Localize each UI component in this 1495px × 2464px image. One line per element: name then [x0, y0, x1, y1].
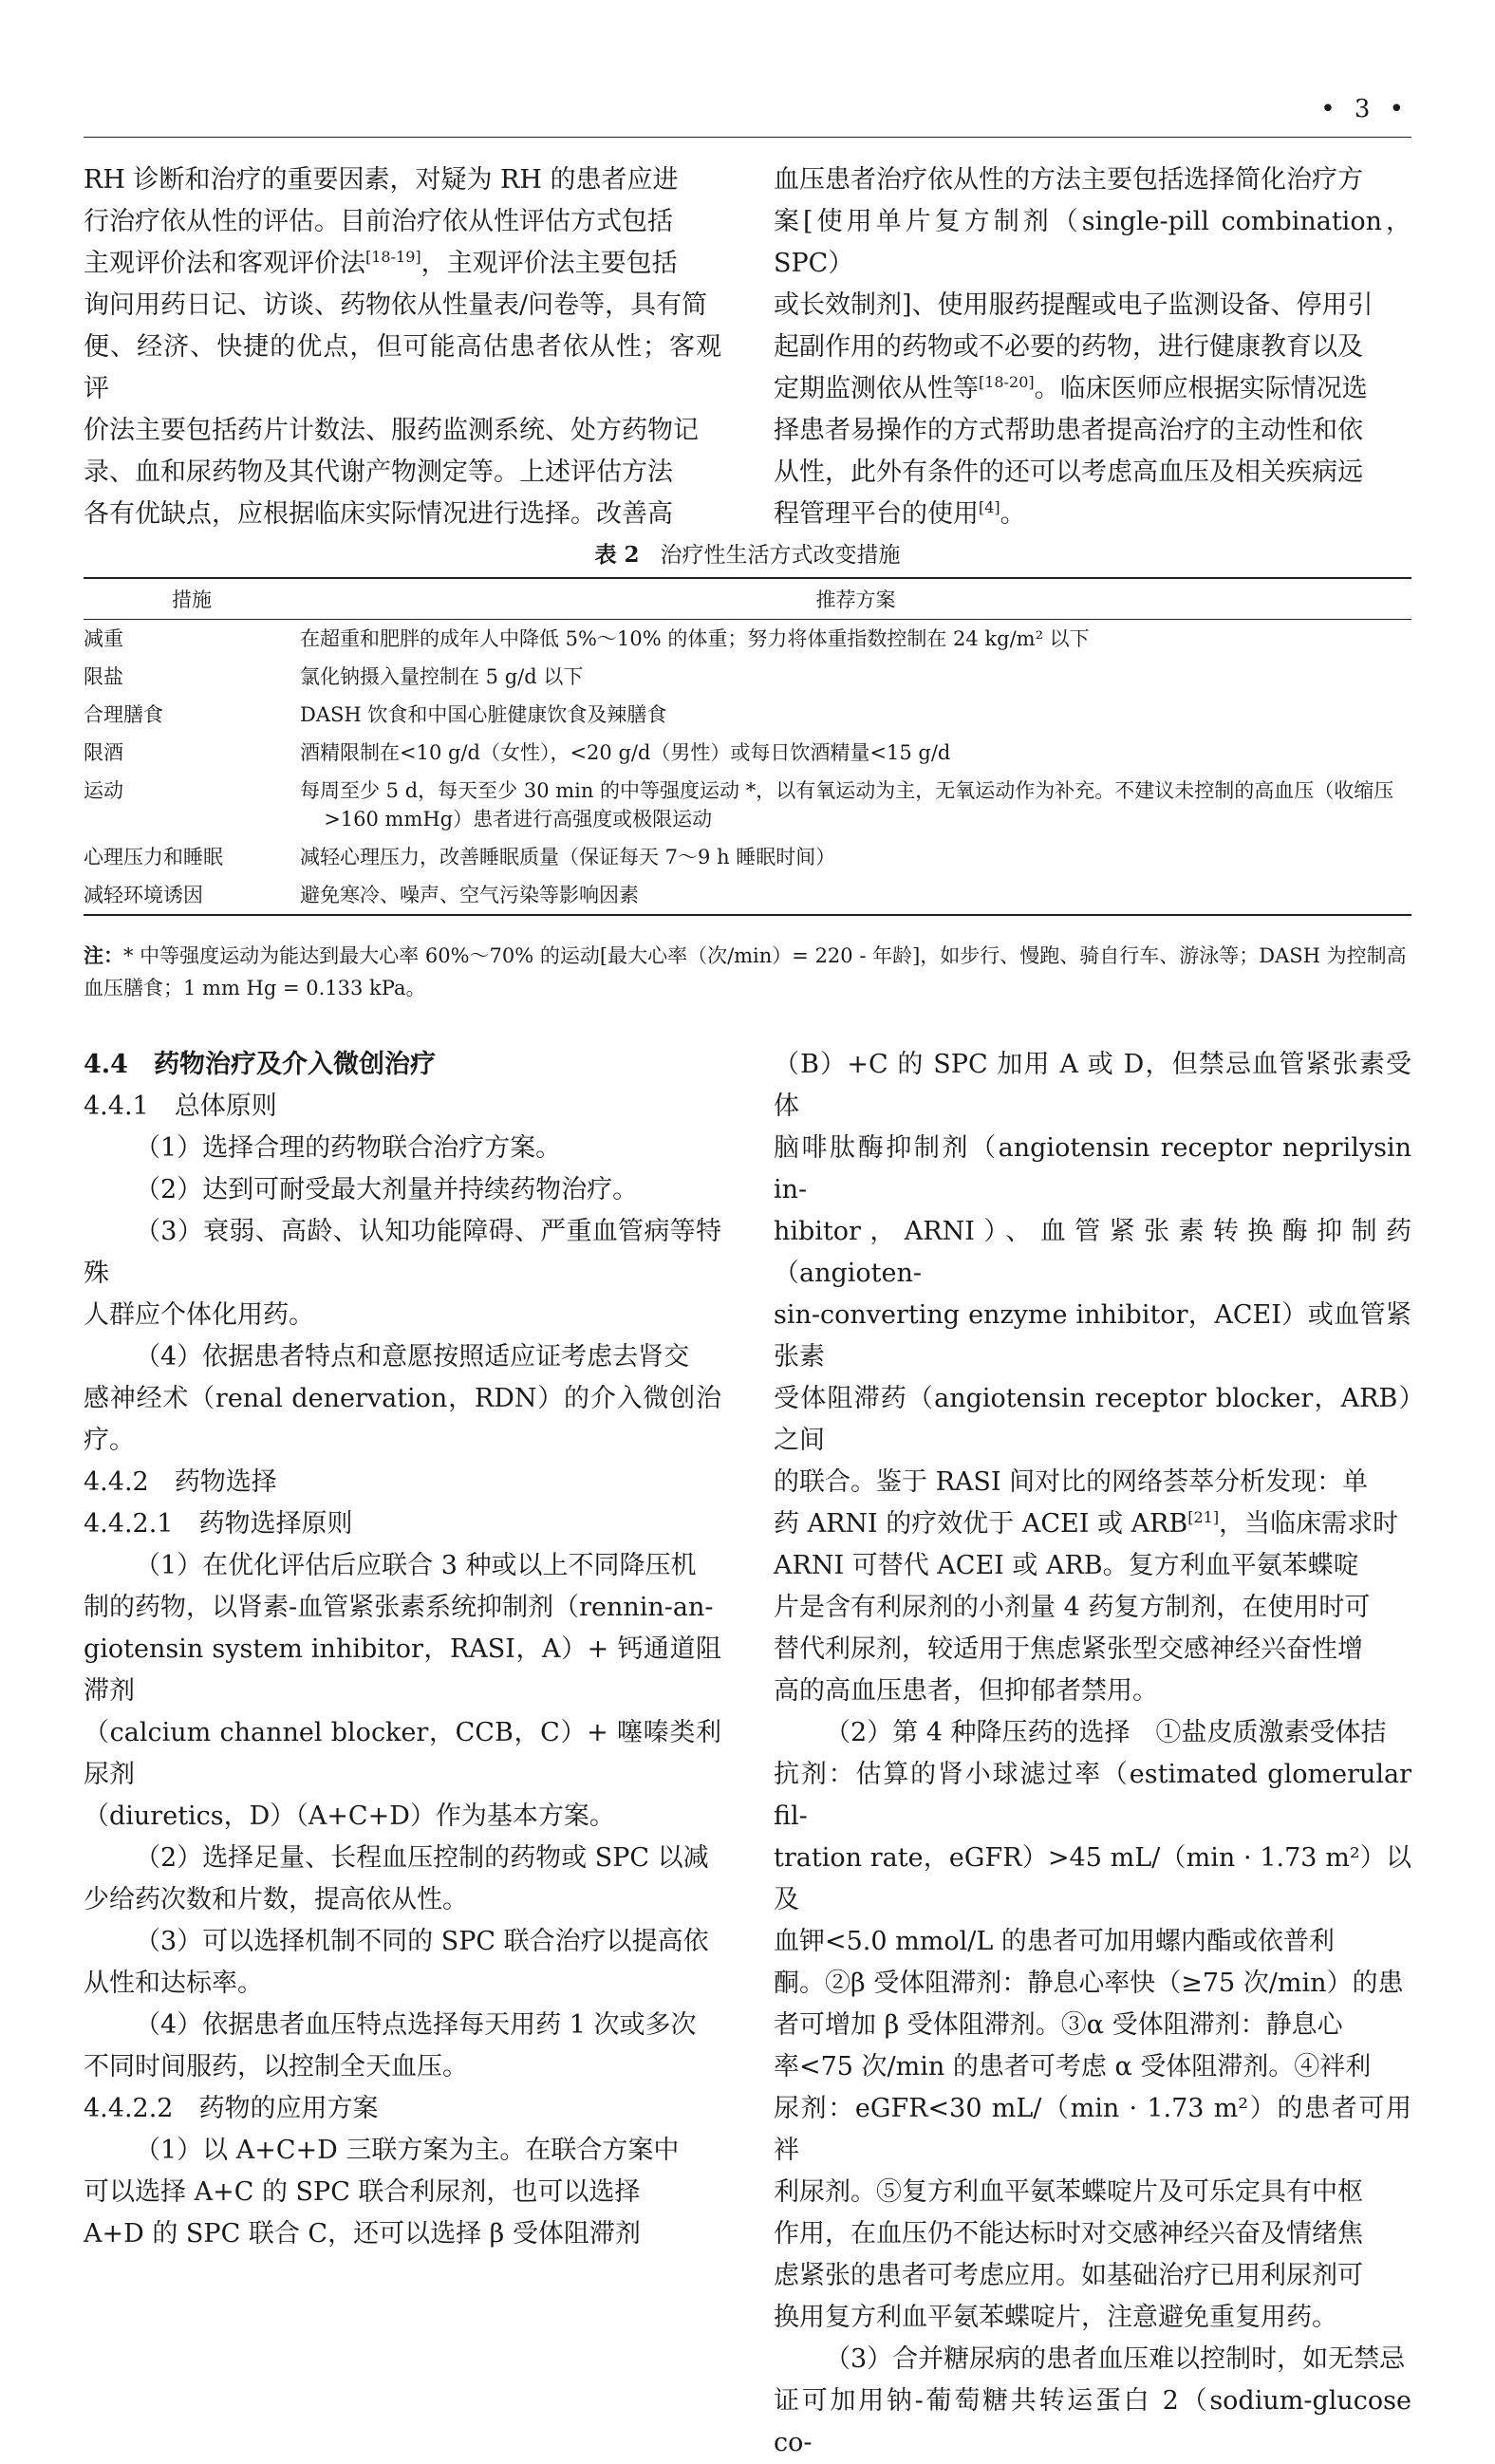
- text-line: 感神经术（renal denervation，RDN）的介入微创治疗。: [84, 1384, 721, 1455]
- table-cell: 限酒: [84, 741, 123, 764]
- text-line: （2）选择足量、长程血压控制的药物或 SPC 以减: [135, 1843, 709, 1873]
- text-line: sin-converting enzyme inhibitor，ACEI）或血管紧张素: [774, 1300, 1411, 1372]
- text-line: hibitor，ARNI）、血管紧张素转换酶抑制药（angioten-: [774, 1217, 1411, 1288]
- text-line: （2）达到可耐受最大剂量并持续药物治疗。: [135, 1175, 639, 1204]
- text-line: 替代利尿剂，较适用于焦虑紧张型交感神经兴奋性增: [774, 1634, 1363, 1664]
- text-line: giotensin system inhibitor，RASI，A）+ 钙通道阻滞剂: [84, 1634, 721, 1706]
- text-line: 虑紧张的患者可考虑应用。如基础治疗已用利尿剂可: [774, 2261, 1363, 2290]
- text-line: 从性和达标率。: [84, 1969, 263, 1998]
- text-line: 择患者易操作的方式帮助患者提高治疗的主动性和依: [774, 416, 1363, 445]
- text-line: A+D 的 SPC 联合 C，还可以选择 β 受体阻滞剂: [84, 2219, 641, 2249]
- table-row: [84, 658, 1411, 696]
- table-cell: 减轻心理压力，改善睡眠质量（保证每天 7～9 h 睡眠时间）: [300, 846, 836, 868]
- table-row: [84, 876, 1411, 915]
- text-line: （3）合并糖尿病的患者血压难以控制时，如无禁忌: [825, 2344, 1406, 2374]
- citation: [18-19]: [365, 248, 421, 266]
- bottom-left-column: [84, 1044, 721, 2255]
- text-line: （4）依据患者血压特点选择每天用药 1 次或多次: [135, 2010, 697, 2040]
- text-line: 片是含有利尿剂的小剂量 4 药复方制剂，在使用时可: [774, 1593, 1371, 1622]
- table-row: [84, 620, 1411, 659]
- text-line: 者可增加 β 受体阻滞剂。③α 受体阻滞剂：静息心: [774, 2010, 1343, 2040]
- top-right-column: [774, 159, 1411, 535]
- text-line: 程管理平台的使用[4]。: [774, 498, 1026, 529]
- text-line: （4）依据患者特点和意愿按照适应证考虑去肾交: [135, 1342, 690, 1372]
- text-line: 少给药次数和片数，提高依从性。: [84, 1885, 468, 1914]
- cell-line: >160 mmHg）患者进行高强度或极限运动: [324, 808, 713, 831]
- text-line: 酮。②β 受体阻滞剂：静息心率快（≥75 次/min）的患: [774, 1969, 1404, 1998]
- section-heading: 4.4.1 总体原则: [84, 1092, 277, 1121]
- text-line: 证可加用钠-葡萄糖共转运蛋白 2（sodium-glucose co-: [774, 2386, 1411, 2457]
- table-caption: [84, 537, 1411, 569]
- text-line: （1）选择合理的药物联合治疗方案。: [135, 1133, 562, 1163]
- text-line: 血钾<5.0 mmol/L 的患者可加用螺内酯或依普利: [774, 1927, 1335, 1956]
- table-cell: 减重: [84, 627, 123, 650]
- text-line: 率<75 次/min 的患者可考虑 α 受体阻滞剂。④袢利: [774, 2052, 1372, 2081]
- text-line: 抗剂：估算的肾小球滤过率（estimated glomerular fil-: [774, 1760, 1411, 1831]
- text-line: 作用，在血压仍不能达标时对交感神经兴奋及情绪焦: [774, 2219, 1363, 2249]
- text-line: 制的药物，以肾素-血管紧张素系统抑制剂（rennin-an-: [84, 1593, 714, 1622]
- page-number: • 3 •: [1320, 95, 1410, 123]
- text-line: 录、血和尿药物及其代谢产物测定等。上述评估方法: [84, 457, 673, 487]
- table-title: 治疗性生活方式改变措施: [660, 543, 901, 568]
- table-row: [84, 838, 1411, 876]
- citation: [4]: [979, 498, 1000, 516]
- text-line: 尿剂：eGFR<30 mL/（min · 1.73 m²）的患者可用袢: [774, 2094, 1411, 2165]
- table-cell: DASH 饮食和中国心脏健康饮食及辣膳食: [300, 703, 667, 726]
- header-rule: [84, 137, 1411, 138]
- section-heading: 4.4.2 药物选择: [84, 1467, 277, 1497]
- note-text: 血压膳食；1 mm Hg = 0.133 kPa。: [84, 977, 426, 999]
- text-line: （1）以 A+C+D 三联方案为主。在联合方案中: [135, 2136, 680, 2165]
- section-heading: 4.4.2.1 药物选择原则: [84, 1509, 353, 1539]
- text-line: RH 诊断和治疗的重要因素，对疑为 RH 的患者应进: [84, 165, 679, 195]
- text-line: 可以选择 A+C 的 SPC 联合利尿剂，也可以选择: [84, 2177, 641, 2207]
- table-cell: 减轻环境诱因: [84, 876, 300, 915]
- text-line: ARNI 可替代 ACEI 或 ARB。复方利血平氨苯蝶啶: [774, 1551, 1359, 1580]
- note-text: * 中等强度运动为能达到最大心率 60%～70% 的运动[最大心率（次/min）= 220 - 年龄]，如步行、慢跑、骑自行车、游泳等；DASH 为控制高: [123, 944, 1407, 967]
- lifestyle-table: [84, 577, 1411, 916]
- text-line: （B）+C 的 SPC 加用 A 或 D，但禁忌血管紧张素受体: [774, 1050, 1411, 1121]
- text-line: 药 ARNI 的疗效优于 ACEI 或 ARB[21]，当临床需求时: [774, 1508, 1399, 1539]
- text-line: 案[使用单片复方制剂（single-pill combination，SPC）: [774, 207, 1411, 278]
- table-row: [84, 772, 1411, 838]
- text-line: （3）可以选择机制不同的 SPC 联合治疗以提高依: [135, 1927, 709, 1956]
- text-line: 高的高血压患者，但抑郁者禁用。: [774, 1676, 1158, 1706]
- text-line: 各有优缺点，应根据临床实际情况进行选择。改善高: [84, 499, 673, 529]
- table-cell: 酒精限制在<10 g/d（女性），<20 g/d（男性）或每日饮酒精量<15 g/d: [300, 741, 951, 764]
- text-line: 定期监测依从性等[18-20]。临床医师应根据实际情况选: [774, 373, 1368, 403]
- top-left-column: [84, 159, 721, 535]
- citation: [18-20]: [979, 373, 1035, 391]
- table-number: 表 2: [594, 542, 640, 568]
- text-line: 价法主要包括药片计数法、服药监测系统、处方药物记: [84, 416, 699, 445]
- citation: [21]: [1187, 1508, 1220, 1526]
- note-label: 注：: [84, 943, 123, 967]
- section-heading: 4.4 药物治疗及介入微创治疗: [84, 1050, 436, 1079]
- table-cell: 氯化钠摄入量控制在 5 g/d 以下: [300, 665, 584, 688]
- text-line: 脑啡肽酶抑制剂（angiotensin receptor neprilysin in-: [774, 1133, 1411, 1204]
- table-note: [84, 940, 1411, 1004]
- table-header: 措施: [84, 578, 300, 620]
- text-line: 便、经济、快捷的优点，但可能高估患者依从性；客观评: [84, 332, 721, 403]
- cell-line: 每周至少 5 d，每天至少 30 min 的中等强度运动 *，以有氧运动为主，无氧运动作为补充。不建议未控制的高血压（收缩压: [300, 779, 1394, 802]
- table-row: [84, 734, 1411, 772]
- table-cell: [300, 772, 1411, 838]
- text-line: 利尿剂。⑤复方利血平氨苯蝶啶片及可乐定具有中枢: [774, 2177, 1363, 2207]
- bottom-right-column: [774, 1044, 1411, 2464]
- table-row: [84, 696, 1411, 734]
- table-cell: 运动: [84, 779, 123, 802]
- section-heading: 4.4.2.2 药物的应用方案: [84, 2094, 379, 2123]
- text-line: 的联合。鉴于 RASI 间对比的网络荟萃分析发现：单: [774, 1467, 1369, 1497]
- text-line: 从性，此外有条件的还可以考虑高血压及相关疾病远: [774, 457, 1363, 487]
- text-line: 人群应个体化用药。: [84, 1300, 314, 1330]
- table-cell: 限盐: [84, 665, 123, 688]
- text-line: 换用复方利血平氨苯蝶啶片，注意避免重复用药。: [774, 2303, 1337, 2332]
- text-line: 行治疗依从性的评估。目前治疗依从性评估方式包括: [84, 207, 673, 236]
- table-cell: 合理膳食: [84, 703, 163, 726]
- table-cell: 在超重和肥胖的成年人中降低 5%～10% 的体重；努力将体重指数控制在 24 kg/m² 以下: [300, 627, 1090, 650]
- text-line: （3）衰弱、高龄、认知功能障碍、严重血管病等特殊: [84, 1217, 721, 1288]
- table-cell: 避免寒冷、噪声、空气污染等影响因素: [300, 876, 1411, 915]
- text-line: tration rate，eGFR）>45 mL/（min · 1.73 m²）以及: [774, 1843, 1411, 1914]
- text-line: 起副作用的药物或不必要的药物，进行健康教育以及: [774, 332, 1363, 362]
- text-line: 主观评价法和客观评价法[18-19]，主观评价法主要包括: [84, 248, 678, 278]
- text-line: 受体阻滞药（angiotensin receptor blocker，ARB）之间: [774, 1384, 1411, 1455]
- text-line: （diuretics，D）（A+C+D）作为基本方案。: [84, 1801, 615, 1831]
- text-line: （2）第 4 种降压药的选择 ①盐皮质激素受体拮: [825, 1718, 1387, 1747]
- text-line: （1）在优化评估后应联合 3 种或以上不同降压机: [135, 1551, 697, 1580]
- table-header: 推荐方案: [300, 578, 1411, 620]
- table-cell: 心理压力和睡眠: [84, 846, 223, 868]
- text-line: 或长效制剂]、使用服药提醒或电子监测设备、停用引: [774, 290, 1374, 320]
- text-line: 询问用药日记、访谈、药物依从性量表/问卷等，具有简: [84, 290, 708, 320]
- text-line: （calcium channel blocker，CCB，C）+ 噻嗪类利尿剂: [84, 1718, 721, 1789]
- text-line: 不同时间服药，以控制全天血压。: [84, 2052, 468, 2081]
- text-line: 血压患者治疗依从性的方法主要包括选择简化治疗方: [774, 165, 1363, 195]
